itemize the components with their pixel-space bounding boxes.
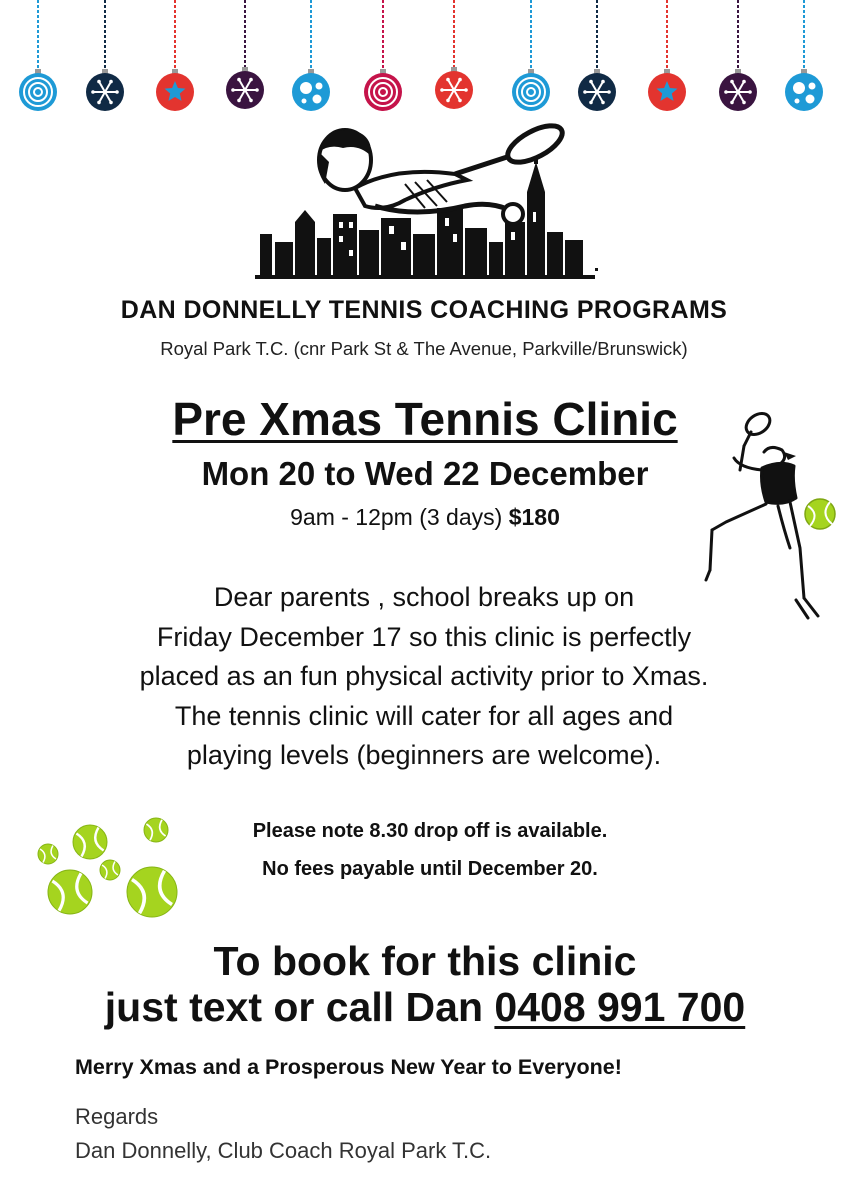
intro-line: Friday December 17 so this clinic is perfectly [156,621,692,652]
notes-block [120,812,740,888]
dropoff-note: Please note 8.30 drop off is available. [252,820,608,842]
intro-line: placed as an fun physical activity prior to Xmas. [139,661,709,691]
swirl-ornament [19,0,57,111]
star-ornament [648,0,686,111]
club-address: Royal Park T.C. (cnr Park St & The Avenue, Parkville/Brunswick) [160,338,688,359]
booking-text: just text or call Dan [104,984,483,1030]
tennis-ball-icon [48,870,92,914]
signoff-block [75,1100,491,1168]
snowflake-ornament [435,0,473,109]
snowflake-ornament [86,0,124,111]
snowflake-ornament [719,0,757,111]
clinic-dates: Mon 20 to Wed 22 December [201,455,649,492]
clinic-price: $180 [508,504,560,530]
booking-call-to-action [0,938,848,1030]
snowflake-ornament [226,0,264,109]
tennis-ball-icon [100,860,120,880]
signature-text: Dan Donnelly, Club Coach Royal Park T.C. [75,1138,492,1163]
clinic-time: 9am - 12pm (3 days) [290,504,503,530]
holiday-greeting: Merry Xmas and a Prosperous New Year to Everyone! [75,1055,622,1079]
christmas-ornaments-row [0,0,848,120]
booking-line-1: To book for this clinic [213,938,637,984]
organization-title: DAN DONNELLY TENNIS COACHING PROGRAMS [120,296,728,324]
booking-line-2 [0,984,848,1030]
dots-ornament [785,0,823,111]
regards-text: Regards [75,1104,159,1129]
phone-number[interactable]: 0408 991 700 [494,984,746,1030]
intro-line: Dear parents , school breaks up on [213,582,635,612]
flying-tennis-ball [805,499,835,529]
swirl-ornament [364,0,402,111]
tennis-ball-icon [38,844,58,864]
clinic-title: Pre Xmas Tennis Clinic [172,393,678,445]
intro-line: playing levels (beginners are welcome). [186,740,662,770]
tennis-ball-icon [73,825,107,859]
intro-paragraph [44,578,804,776]
star-ornament [156,0,194,111]
swirl-ornament [512,0,550,111]
snowflake-ornament [578,0,616,111]
tennis-skyline-logo [255,122,605,282]
dots-ornament [292,0,330,111]
fees-note: No fees payable until December 20. [262,858,598,880]
intro-line: The tennis clinic will cater for all ages and [174,700,674,731]
